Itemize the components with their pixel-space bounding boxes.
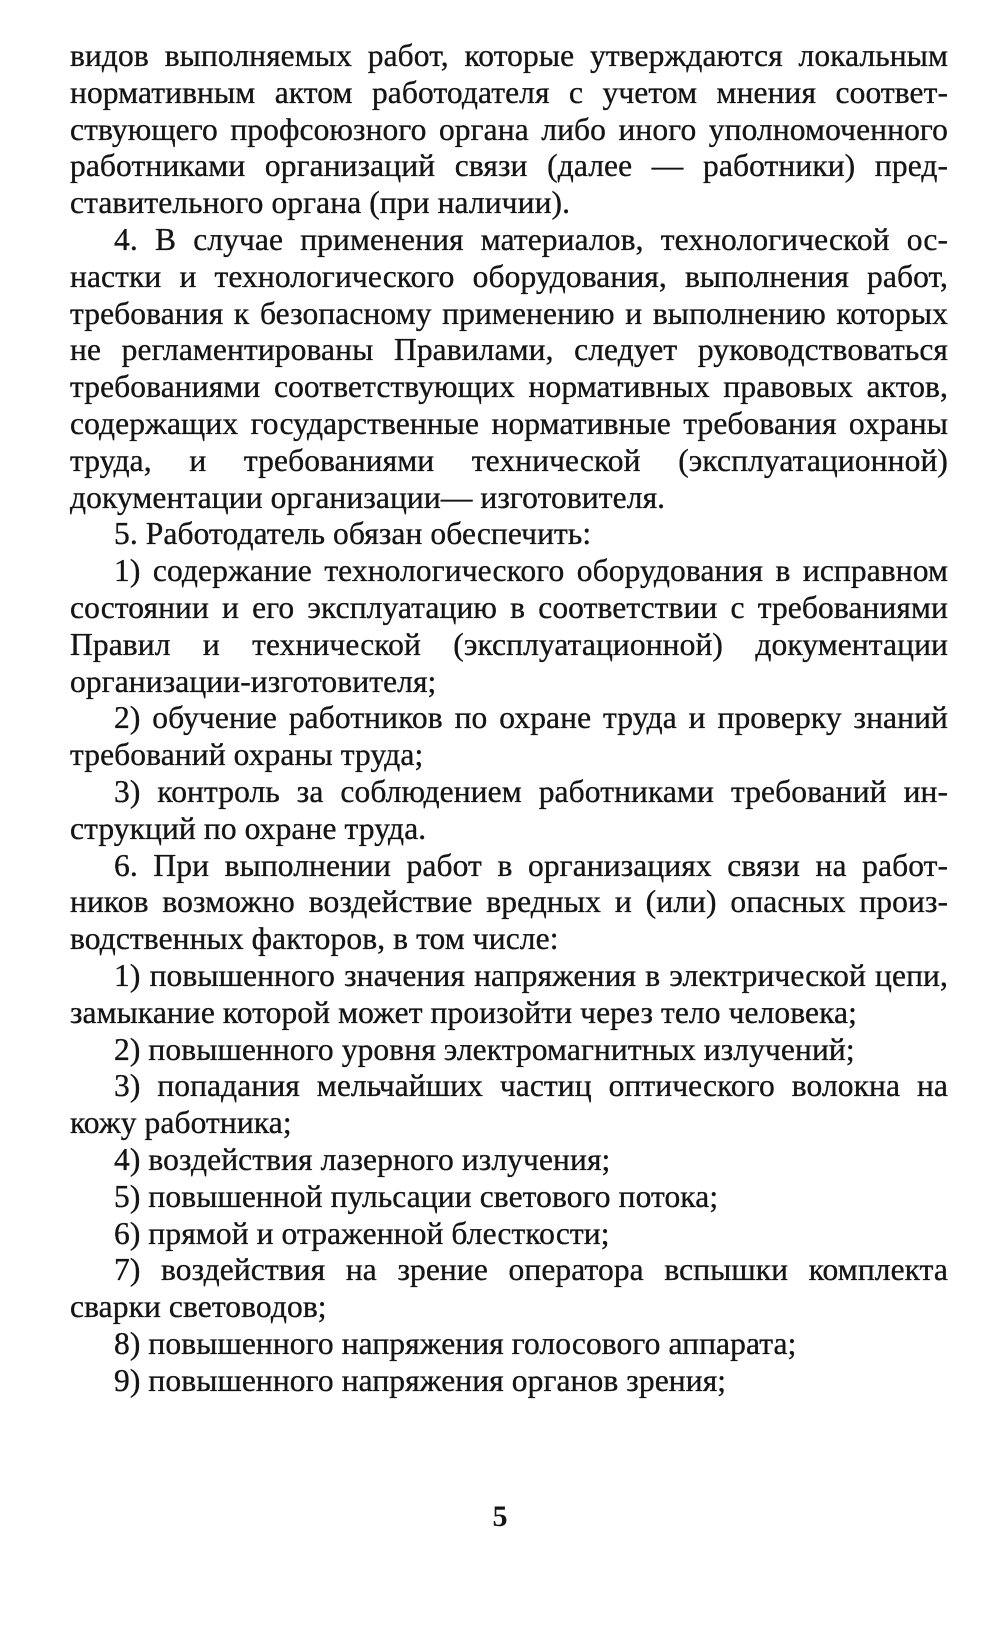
paragraph-item-6-8: 8) повышенного напряжения голосового аппарата; [114, 1325, 797, 1361]
paragraph-item-6-9: 9) повышенного напряжения органов зрения; [114, 1362, 727, 1398]
paragraph-item-6-7: 7) воздействия на зрение оператора вспышки комплекта сварки световодов; [70, 1252, 948, 1325]
document-body [70, 38, 948, 1399]
paragraph-item-6-4: 4) воздействия лазерного излучения; [114, 1141, 611, 1177]
paragraph-item-6-6: 6) прямой и отраженной блесткости; [114, 1215, 610, 1251]
paragraph-item-5-3: 3) контроль за соблюдением работниками требований инструкций по охране труда. [70, 773, 948, 846]
paragraph-item-6: 6. При выполнении работ в организациях связи на работников возможно воздействие вредных и (или) опасных производственных факторов, в том числе: [70, 847, 948, 957]
paragraph-continuation: видов выполняемых работ, которые утверждаются локальным нормативным актом работодателя с учетом мнения соответствующего профсоюзного органа либо иного уполномоченного работниками организаций связи (далее — работники) представительного органа (при наличии). [70, 38, 948, 221]
paragraph-item-5-1: 1) содержание технологического оборудования в исправном состоянии и его эксплуатацию в соответствии с требованиями Правил и технической (эксплуатационной) документации организации-изготовителя; [70, 553, 948, 699]
paragraph-item-4: 4. В случае применения материалов, технологической оснастки и технологического оборудования, выполнения работ, требования к безопасному применению и выполнению которых не регламентированы Правилами, следует руководствоваться требованиями соответствующих нормативных правовых актов, содержащих государственные нормативные требования охраны труда, и требованиями технической (эксплуатационной) документации организации— изготовителя. [70, 221, 948, 515]
paragraph-item-6-5: 5) повышенной пульсации светового потока; [114, 1178, 719, 1214]
paragraph-item-6-3: 3) попадания мельчайших частиц оптического волокна на кожу работника; [70, 1068, 948, 1141]
paragraph-item-5-2: 2) обучение работников по охране труда и проверку знаний требований охраны труда; [70, 700, 948, 773]
paragraph-item-6-1: 1) повышенного значения напряжения в электрической цепи, замыкание которой может произойти через тело человека; [70, 957, 948, 1030]
page-number: 5 [492, 1500, 508, 1533]
paragraph-item-5: 5. Работодатель обязан обеспечить: [114, 516, 592, 552]
paragraph-item-6-2: 2) повышенного уровня электромагнитных излучений; [114, 1031, 855, 1067]
